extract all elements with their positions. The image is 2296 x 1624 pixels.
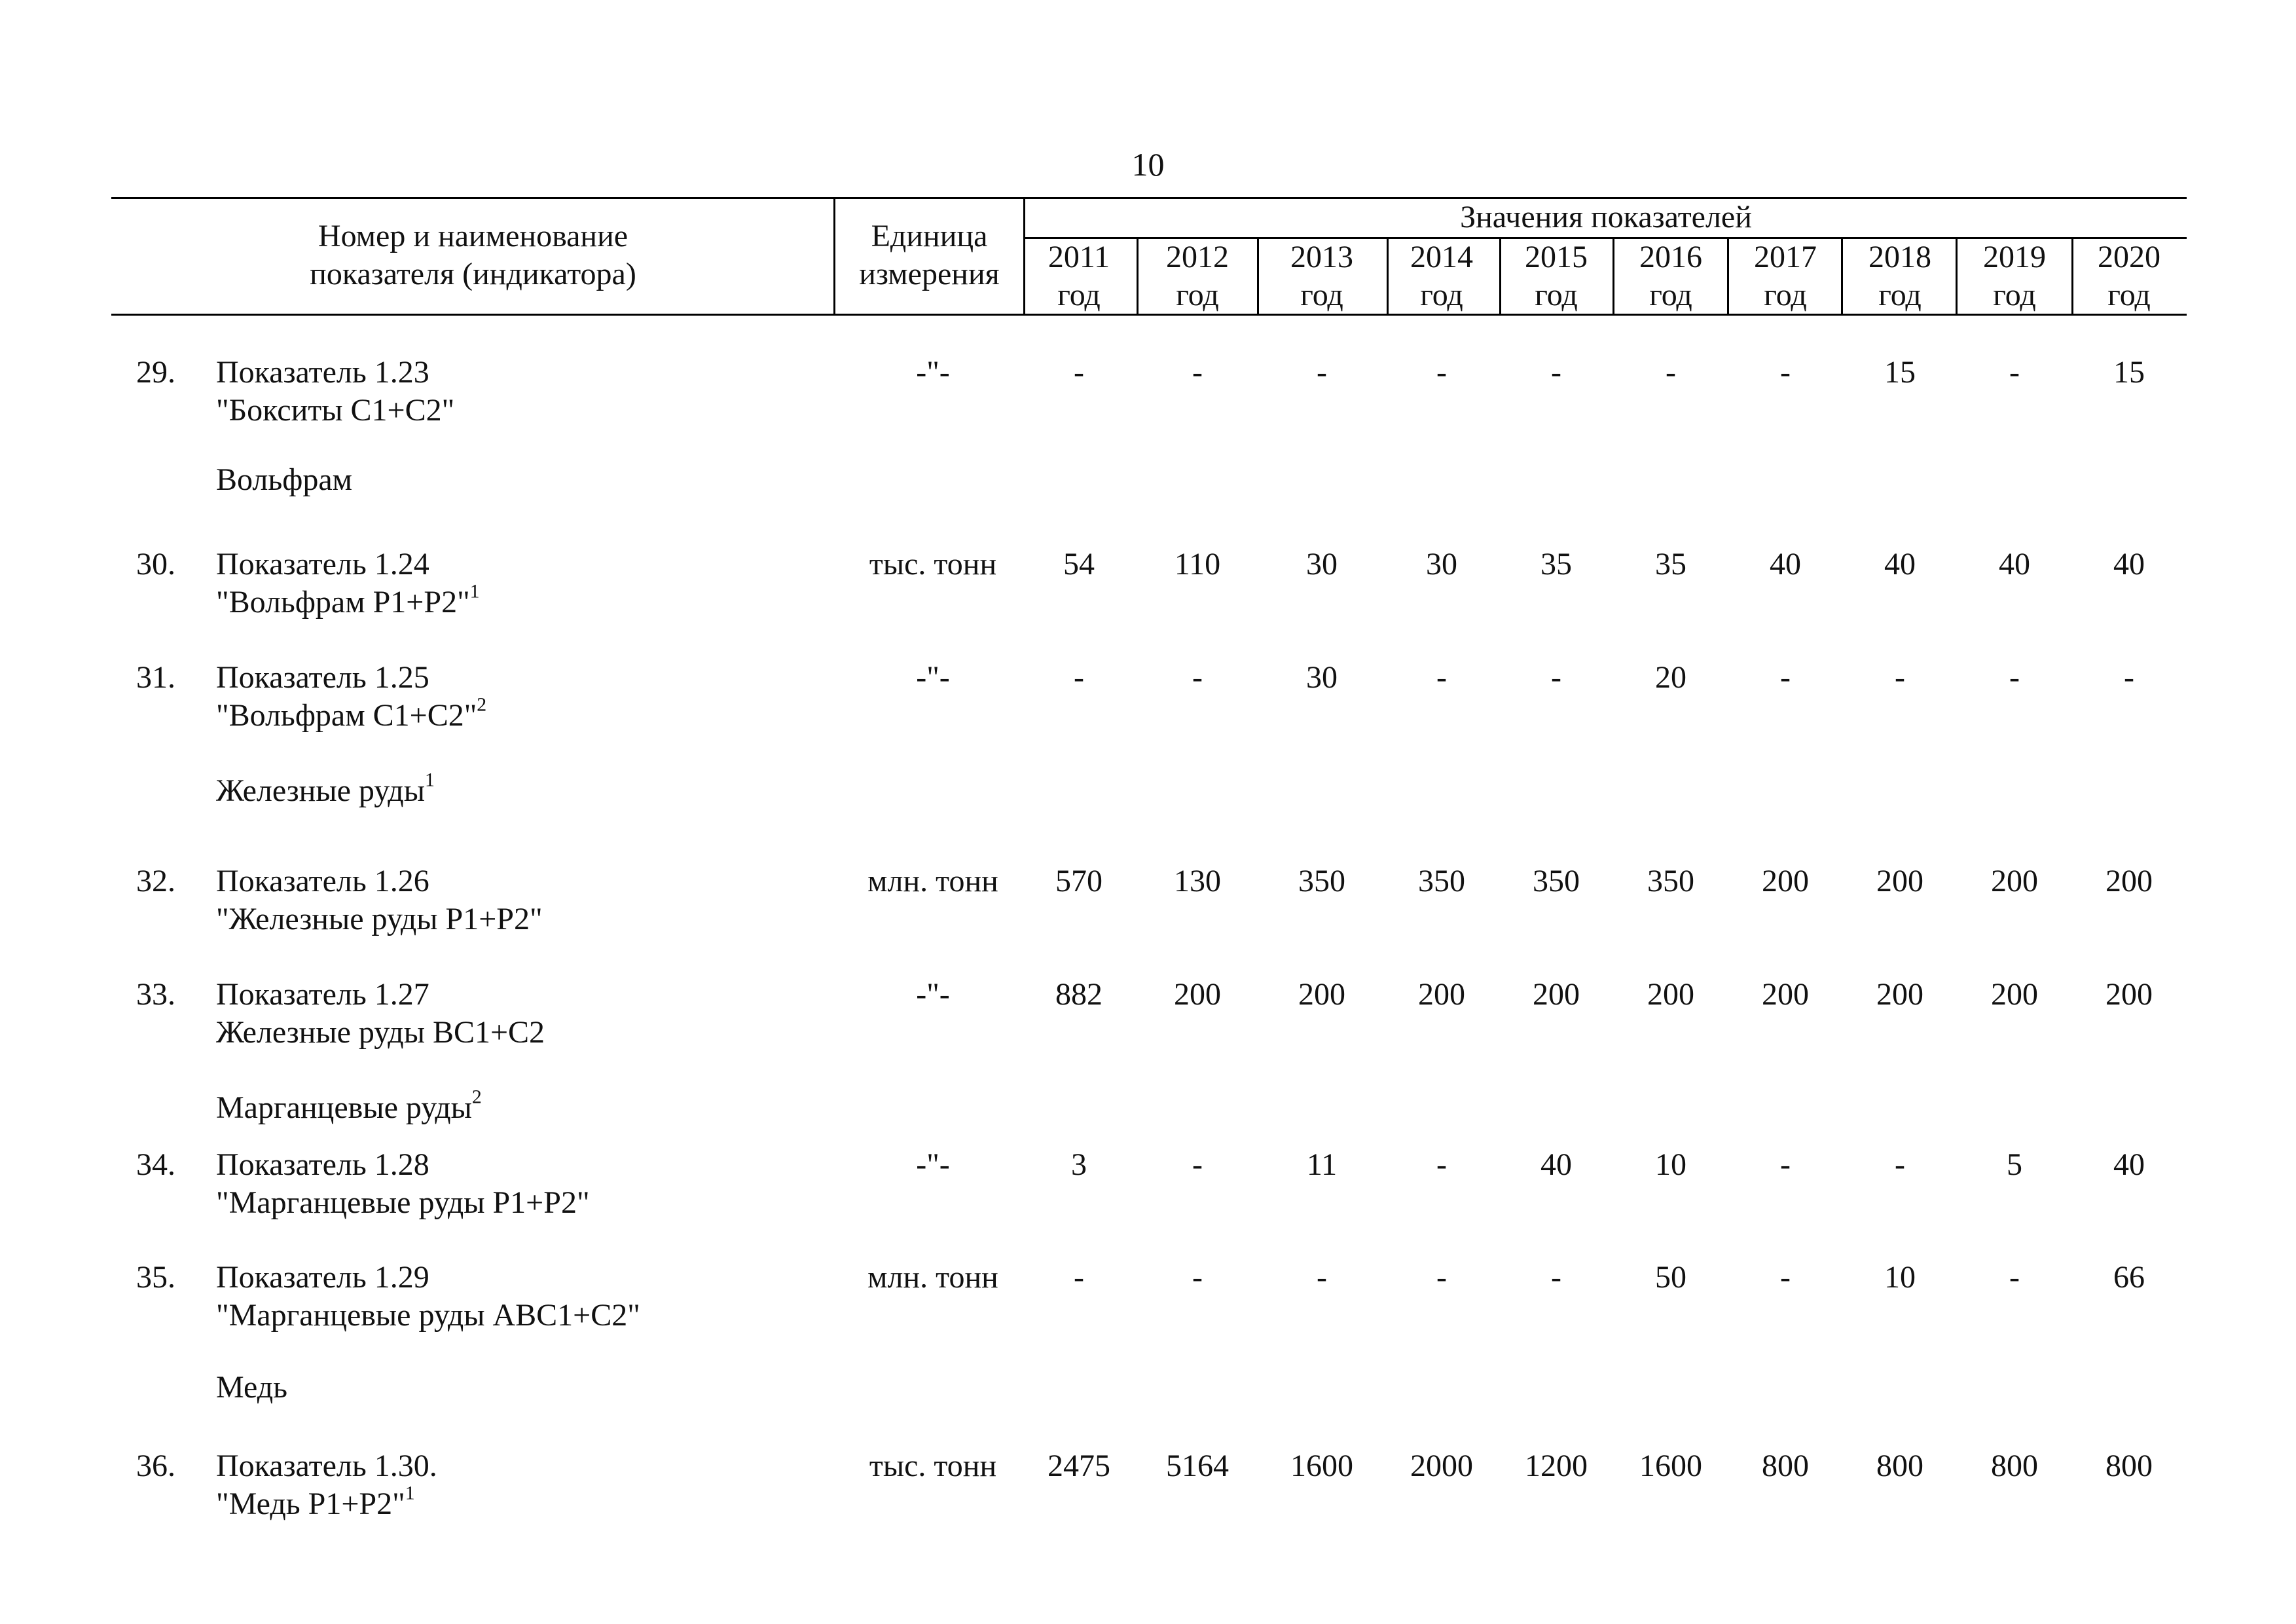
footnote-marker: 2 <box>477 693 487 716</box>
indicator-code: Показатель 1.26 <box>216 864 429 898</box>
year-suffix-label: год <box>1993 278 2036 312</box>
value-cell: 130 <box>1174 864 1221 898</box>
value-cell: - <box>1074 355 1084 390</box>
year-column-header <box>1023 238 1135 314</box>
year-column-header <box>1844 238 1956 314</box>
indicator-name <box>216 1447 871 1523</box>
year-label: 2017 <box>1754 240 1817 274</box>
indicator-title <box>216 1014 871 1052</box>
values-group-header: Значения показателей <box>1460 200 1752 234</box>
section-heading <box>216 769 435 810</box>
value-cell: 10 <box>1884 1260 1916 1295</box>
value-cell: - <box>2009 1260 2020 1295</box>
value-cell: 800 <box>1876 1449 1923 1483</box>
value-cell: 3 <box>1071 1147 1087 1182</box>
year-suffix-label: год <box>1764 278 1807 312</box>
year-suffix-label: год <box>1420 278 1463 312</box>
year-label: 2018 <box>1868 240 1931 274</box>
unit-cell: млн. тонн <box>867 1260 998 1295</box>
value-cell: 11 <box>1306 1147 1338 1182</box>
value-cell: 110 <box>1174 547 1221 581</box>
year-column-header <box>1959 238 2070 314</box>
row-number: 35. <box>136 1260 175 1295</box>
value-cell: - <box>1666 355 1676 390</box>
value-cell: 800 <box>2105 1449 2153 1483</box>
value-cell: 200 <box>1418 977 1465 1012</box>
indicator-name <box>216 976 871 1052</box>
row-number: 29. <box>136 355 175 390</box>
year-column-divider <box>1727 238 1729 316</box>
indicator-title-text: "Бокситы С1+С2" <box>216 393 455 428</box>
year-column-header <box>1142 238 1253 314</box>
indicator-title-text: "Вольфрам Р1+Р2" <box>216 585 470 619</box>
indicator-name <box>216 1259 871 1335</box>
value-cell: - <box>1436 1147 1447 1182</box>
indicator-name <box>216 659 871 735</box>
value-cell: 350 <box>1533 864 1580 898</box>
value-cell: - <box>1780 355 1791 390</box>
indicator-name <box>216 354 871 430</box>
year-column-divider <box>1613 238 1614 316</box>
value-cell: - <box>1551 1260 1561 1295</box>
footnote-marker: 1 <box>469 580 480 602</box>
value-cell: 200 <box>2105 977 2153 1012</box>
value-cell: 2000 <box>1410 1449 1473 1483</box>
value-cell: - <box>1436 355 1447 390</box>
indicator-title <box>216 580 871 621</box>
indicator-code: Показатель 1.29 <box>216 1260 429 1295</box>
unit-cell: -"- <box>916 660 950 695</box>
value-cell: 30 <box>1306 660 1338 695</box>
value-cell: 54 <box>1063 547 1095 581</box>
value-cell: - <box>1074 1260 1084 1295</box>
indicator-title-text: "Марганцевые руды Р1+Р2" <box>216 1185 590 1220</box>
indicator-title <box>216 1184 871 1222</box>
indicator-title-text: "Медь Р1+Р2" <box>216 1486 405 1521</box>
unit-column-header-line1: Единица <box>871 219 988 253</box>
value-cell: 200 <box>1762 864 1809 898</box>
value-cell: - <box>1192 660 1203 695</box>
year-suffix-label: год <box>1535 278 1578 312</box>
row-number: 31. <box>136 660 175 695</box>
value-cell: - <box>1551 660 1561 695</box>
indicator-name <box>216 545 871 621</box>
value-cell: 882 <box>1055 977 1102 1012</box>
year-suffix-label: год <box>2107 278 2151 312</box>
indicator-name <box>216 862 871 938</box>
value-cell: 40 <box>1540 1147 1572 1182</box>
value-cell: - <box>1192 1260 1203 1295</box>
year-label: 2011 <box>1048 240 1110 274</box>
year-label: 2014 <box>1410 240 1473 274</box>
indicator-code: Показатель 1.27 <box>216 977 429 1012</box>
value-cell: 1600 <box>1639 1449 1702 1483</box>
value-cell: 66 <box>2113 1260 2145 1295</box>
value-cell: 30 <box>1426 547 1457 581</box>
indicator-title <box>216 1482 871 1523</box>
year-column-header <box>1615 238 1726 314</box>
indicator-title-text: Железные руды ВС1+С2 <box>216 1015 545 1050</box>
year-label: 2020 <box>2098 240 2160 274</box>
value-cell: - <box>1551 355 1561 390</box>
row-number: 33. <box>136 977 175 1012</box>
value-cell: 200 <box>1647 977 1694 1012</box>
year-column-header <box>1386 238 1497 314</box>
unit-cell: тыс. тонн <box>869 547 997 581</box>
unit-cell: -"- <box>916 977 950 1012</box>
indicator-title-text: "Железные руды Р1+Р2" <box>216 902 543 936</box>
unit-column-header-line2: измерения <box>859 257 1000 291</box>
row-number: 34. <box>136 1147 175 1182</box>
footnote-marker: 1 <box>405 1482 415 1504</box>
value-cell: - <box>1895 1147 1905 1182</box>
year-suffix-label: год <box>1176 278 1219 312</box>
value-cell: 570 <box>1055 864 1102 898</box>
year-suffix-label: год <box>1057 278 1101 312</box>
value-cell: 40 <box>1770 547 1801 581</box>
value-cell: 35 <box>1655 547 1686 581</box>
indicator-code: Показатель 1.23 <box>216 355 429 390</box>
year-column-divider <box>1137 238 1139 316</box>
value-cell: - <box>1780 660 1791 695</box>
value-cell: 200 <box>1876 864 1923 898</box>
value-cell: 30 <box>1306 547 1338 581</box>
year-column-header <box>2073 238 2185 314</box>
value-cell: 15 <box>2113 355 2145 390</box>
value-cell: - <box>1317 355 1327 390</box>
indicator-title <box>216 1297 871 1335</box>
indicator-title <box>216 693 871 735</box>
row-number: 36. <box>136 1449 175 1483</box>
year-suffix-label: год <box>1649 278 1692 312</box>
footnote-marker: 1 <box>424 769 435 791</box>
value-cell: - <box>1780 1147 1791 1182</box>
value-cell: 40 <box>2113 547 2145 581</box>
indicator-code: Показатель 1.28 <box>216 1147 429 1182</box>
unit-column-header <box>835 217 1023 293</box>
value-cell: 200 <box>1762 977 1809 1012</box>
indicator-code: Показатель 1.30. <box>216 1449 437 1483</box>
value-cell: 2475 <box>1048 1449 1110 1483</box>
unit-cell: млн. тонн <box>867 864 998 898</box>
value-cell: 40 <box>2113 1147 2145 1182</box>
value-cell: 40 <box>1884 547 1916 581</box>
section-heading <box>216 1369 287 1407</box>
section-title: Медь <box>216 1370 288 1405</box>
section-heading <box>216 461 352 499</box>
value-cell: 800 <box>1991 1449 2038 1483</box>
page-number: 10 <box>1131 146 1165 183</box>
year-column-divider <box>1257 238 1259 316</box>
row-number: 32. <box>136 864 175 898</box>
year-column-header <box>1730 238 1841 314</box>
value-cell: - <box>1074 660 1084 695</box>
year-label: 2015 <box>1525 240 1588 274</box>
name-column-header <box>196 217 750 293</box>
unit-cell: -"- <box>916 1147 950 1182</box>
value-cell: - <box>1192 355 1203 390</box>
section-title: Железные руды <box>216 773 425 808</box>
year-column-divider <box>1841 238 1843 316</box>
indicator-name <box>216 1146 871 1222</box>
value-cell: 350 <box>1418 864 1465 898</box>
indicator-code: Показатель 1.24 <box>216 547 429 581</box>
year-suffix-label: год <box>1878 278 1922 312</box>
value-cell: 1600 <box>1290 1449 1353 1483</box>
value-cell: - <box>1895 660 1905 695</box>
indicator-title-text: "Марганцевые руды АВС1+С2" <box>216 1298 640 1333</box>
value-cell: 200 <box>2105 864 2153 898</box>
value-cell: - <box>2124 660 2134 695</box>
value-cell: 35 <box>1540 547 1572 581</box>
year-label: 2019 <box>1983 240 2046 274</box>
indicator-title <box>216 392 871 430</box>
value-cell: 200 <box>1991 864 2038 898</box>
value-cell: 20 <box>1655 660 1686 695</box>
year-label: 2016 <box>1639 240 1702 274</box>
year-label: 2013 <box>1290 240 1353 274</box>
value-cell: 200 <box>1174 977 1221 1012</box>
value-cell: 350 <box>1647 864 1694 898</box>
value-cell: - <box>1780 1260 1791 1295</box>
section-heading <box>216 1086 482 1127</box>
value-cell: 200 <box>1876 977 1923 1012</box>
year-column-divider <box>1956 238 1958 316</box>
value-cell: 200 <box>1991 977 2038 1012</box>
footnote-marker: 2 <box>471 1086 482 1108</box>
value-cell: 800 <box>1762 1449 1809 1483</box>
value-cell: - <box>2009 355 2020 390</box>
value-cell: 40 <box>1999 547 2030 581</box>
value-cell: - <box>1436 660 1447 695</box>
value-cell: 200 <box>1298 977 1345 1012</box>
section-title: Вольфрам <box>216 462 353 497</box>
year-column-header <box>1266 238 1377 314</box>
indicator-title <box>216 900 871 938</box>
name-column-header-line1: Номер и наименование <box>318 219 629 253</box>
value-cell: - <box>2009 660 2020 695</box>
value-cell: - <box>1192 1147 1203 1182</box>
unit-cell: -"- <box>916 355 950 390</box>
value-cell: 15 <box>1884 355 1916 390</box>
value-cell: 10 <box>1655 1147 1686 1182</box>
value-cell: 5 <box>2007 1147 2022 1182</box>
indicator-title-text: "Вольфрам С1+С2" <box>216 698 477 733</box>
name-column-header-line2: показателя (индикатора) <box>310 257 636 291</box>
unit-cell: тыс. тонн <box>869 1449 997 1483</box>
value-cell: - <box>1436 1260 1447 1295</box>
section-title: Марганцевые руды <box>216 1090 472 1125</box>
year-suffix-label: год <box>1300 278 1343 312</box>
value-cell: 200 <box>1533 977 1580 1012</box>
year-label: 2012 <box>1166 240 1229 274</box>
value-cell: 350 <box>1298 864 1345 898</box>
year-column-header <box>1501 238 1612 314</box>
value-cell: 1200 <box>1525 1449 1588 1483</box>
indicator-code: Показатель 1.25 <box>216 660 429 695</box>
row-number: 30. <box>136 547 175 581</box>
value-cell: 50 <box>1655 1260 1686 1295</box>
value-cell: 5164 <box>1166 1449 1229 1483</box>
value-cell: - <box>1317 1260 1327 1295</box>
